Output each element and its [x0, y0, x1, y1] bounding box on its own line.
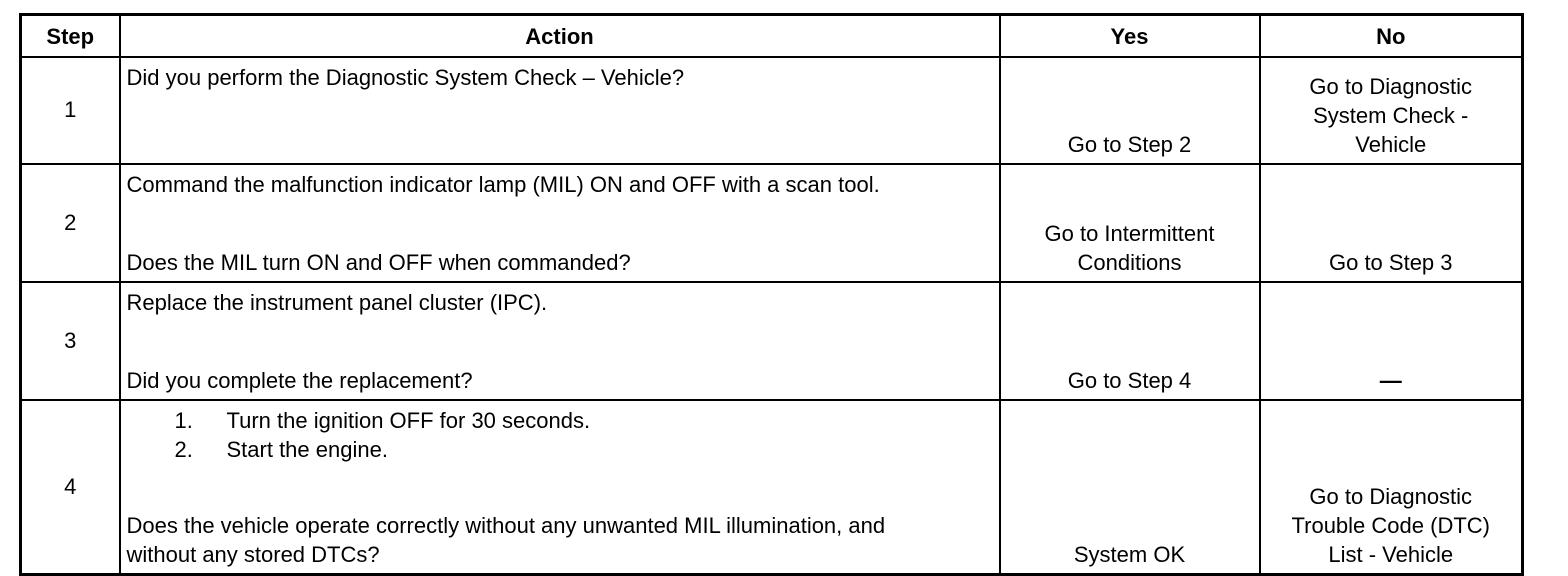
action-question: Does the MIL turn ON and OFF when commanded?: [126, 250, 631, 275]
yes-link[interactable]: Go to Step 2: [1067, 132, 1192, 157]
table-row: [21, 282, 1523, 400]
diagnostic-table: [19, 13, 1524, 576]
question-line: without any stored DTCs?: [126, 542, 380, 567]
no-link-line[interactable]: Go to Diagnostic: [1309, 74, 1473, 99]
action-text: Replace the instrument panel cluster (IPC).: [126, 290, 548, 315]
yes-link-line[interactable]: Conditions: [1077, 250, 1182, 275]
no-link-line[interactable]: System Check -: [1313, 103, 1469, 128]
list-item: [127, 406, 991, 435]
header-action: Action: [120, 15, 1000, 58]
action-text: Command the malfunction indicator lamp (MIL) ON and OFF with a scan tool.: [126, 172, 880, 197]
no-link-line[interactable]: List - Vehicle: [1328, 542, 1454, 567]
substep-text: Turn the ignition OFF for 30 seconds.: [226, 408, 591, 433]
substep-list: [127, 406, 991, 464]
substep-number: 1.: [174, 408, 193, 433]
table-row: [21, 400, 1523, 575]
no-link[interactable]: Go to Step 3: [1328, 250, 1453, 275]
list-item: [127, 435, 991, 464]
table-row: [21, 164, 1523, 282]
yes-cell: [1000, 400, 1260, 575]
no-cell: [1260, 57, 1523, 164]
header-row: [21, 15, 1523, 58]
action-cell: [120, 164, 1000, 282]
no-link-line[interactable]: Go to Diagnostic: [1309, 484, 1473, 509]
header-step: Step: [21, 15, 120, 58]
action-cell: [120, 57, 1000, 164]
yes-text: System OK: [1073, 542, 1186, 567]
yes-link[interactable]: Go to Step 4: [1067, 368, 1192, 393]
header-no: No: [1260, 15, 1523, 58]
action-cell: [120, 400, 1000, 575]
no-link-line[interactable]: Trouble Code (DTC): [1291, 513, 1490, 538]
yes-cell: [1000, 57, 1260, 164]
table-row: [21, 57, 1523, 164]
substep-number: 2.: [174, 437, 193, 462]
step-number: 3: [21, 282, 120, 400]
no-link-line[interactable]: Vehicle: [1355, 132, 1427, 157]
action-question: Did you complete the replacement?: [126, 368, 473, 393]
yes-link-line[interactable]: Go to Intermittent: [1044, 221, 1215, 246]
step-number: 1: [21, 57, 120, 164]
no-cell: [1260, 400, 1523, 575]
no-cell: [1260, 164, 1523, 282]
action-text: Did you perform the Diagnostic System Check – Vehicle?: [126, 65, 685, 90]
yes-cell: [1000, 282, 1260, 400]
no-cell: [1260, 282, 1523, 400]
action-question: [127, 511, 991, 569]
step-number: 4: [21, 400, 120, 575]
yes-cell: [1000, 164, 1260, 282]
header-yes: Yes: [1000, 15, 1260, 58]
action-cell: [120, 282, 1000, 400]
question-line: Does the vehicle operate correctly without any unwanted MIL illumination, and: [126, 513, 886, 538]
no-dash: —: [1379, 368, 1402, 393]
step-number: 2: [21, 164, 120, 282]
substep-text: Start the engine.: [226, 437, 388, 462]
